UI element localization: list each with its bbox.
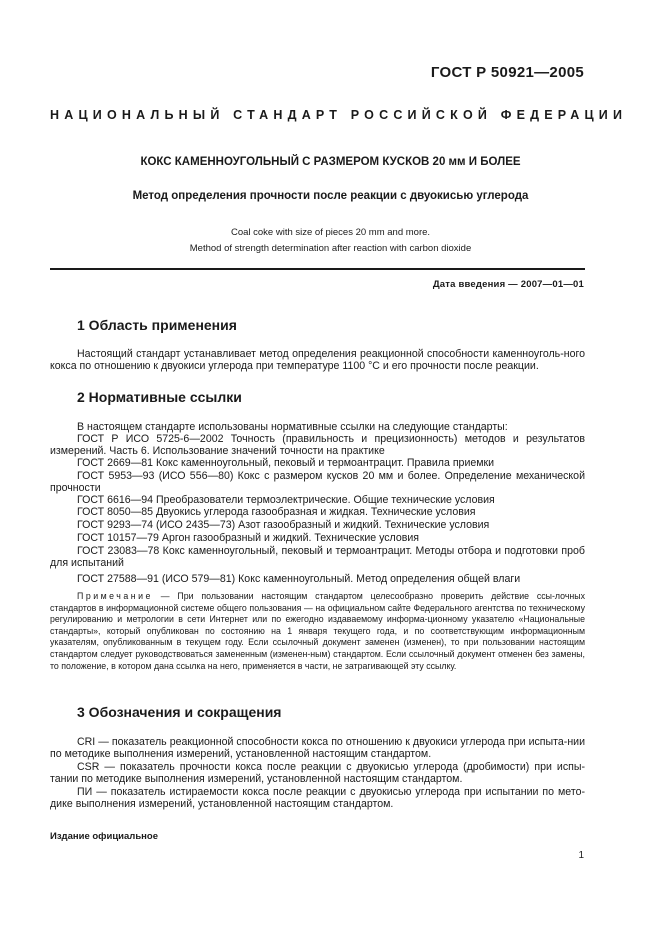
horizontal-rule: [50, 268, 585, 270]
section-1-heading: 1 Область применения: [77, 317, 237, 333]
introduction-date: Дата введения — 2007—01—01: [432, 279, 584, 290]
normative-reference: ГОСТ 23083—78 Кокс каменноугольный, пековый и термоантрацит. Методы отбора и подготовки проб для испытаний: [50, 545, 585, 569]
page-number: 1: [578, 850, 584, 861]
normative-reference: ГОСТ 27588—91 (ИСО 579—81) Кокс каменноугольный. Метод определения общей влаги: [77, 573, 521, 585]
standard-title: КОКС КАМЕННОУГОЛЬНЫЙ С РАЗМЕРОМ КУСКОВ 20 мм И БОЛЕЕ: [140, 156, 521, 168]
national-standard-banner: НАЦИОНАЛЬНЫЙ СТАНДАРТ РОССИЙСКОЙ ФЕДЕРАЦИИ: [50, 108, 628, 122]
section-3-heading: 3 Обозначения и сокращения: [77, 704, 282, 720]
normative-reference: ГОСТ 10157—79 Аргон газообразный и жидкий. Технические условия: [77, 532, 420, 544]
normative-reference: ГОСТ Р ИСО 5725-6—2002 Точность (правильность и прецизионность) методов и результатов измерений. Часть 6. Использование значений точности на практике: [50, 433, 585, 457]
note-text: — При пользовании настоящим стандартом целесообразно проверить действие ссы-лочных стандартов в информационной системе общего пользования — на официальном сайте Федерального агентства по техническому регулированию и метрологии в сети Интернет или по ежегодно издаваемому информа-ционному указателю «Национальные стандарты», который опубликован по состоянию на 1 января текущего года, и по соответствующим информационным указателям, опубликованным в текущем году. Если ссылочный документ заменен (изменен), то при пользовании настоящим стандартом следует руководствоваться замененным (изменен-ным) стандартом. Если ссылочный документ отменен без замены, то положение, в котором дана ссылка на него, применяется в части, не затрагивающей эту ссылку.: [50, 591, 585, 671]
english-title-line-2: Method of strength determination after reaction with carbon dioxide: [189, 243, 472, 254]
english-title-line-1: Coal coke with size of pieces 20 mm and more.: [230, 227, 431, 238]
normative-reference: ГОСТ 9293—74 (ИСО 2435—73) Азот газообразный и жидкий. Технические условия: [77, 519, 490, 531]
note-label: Примечание: [77, 591, 153, 601]
section-2-intro: В настоящем стандарте использованы нормативные ссылки на следующие стандарты:: [77, 421, 508, 433]
abbreviation-item: ПИ — показатель истираемости кокса после реакции с двуокисью углерода при испытании по мето-дике выполнения измерений, установленной настоящим стандартом.: [50, 786, 585, 810]
document-code: ГОСТ Р 50921—2005: [430, 64, 584, 81]
abbreviation-item: CRI — показатель реакционной способности кокса по отношению к двуокиси углерода при испыта-нии по методике выполнения измерений, установленной настоящим стандартом.: [50, 736, 585, 760]
normative-reference: ГОСТ 5953—93 (ИСО 556—80) Кокс с размером кусков 20 мм и более. Определение механической прочности: [50, 470, 585, 494]
abbreviation-item: CSR — показатель прочности кокса после реакции с двуокисью углерода (дробимости) при испы-тании по методике выполнения измерений, установленной настоящим стандартом.: [50, 761, 585, 785]
note-paragraph: [50, 591, 585, 672]
section-2-heading: 2 Нормативные ссылки: [77, 389, 242, 405]
normative-reference: ГОСТ 8050—85 Двуокись углерода газообразная и жидкая. Технические условия: [77, 506, 476, 518]
normative-reference: ГОСТ 6616—94 Преобразователи термоэлектрические. Общие технические условия: [77, 494, 495, 506]
edition-label: Издание официальное: [50, 831, 158, 842]
standard-subtitle: Метод определения прочности после реакции с двуокисью углерода: [132, 190, 529, 202]
section-1-paragraph: Настоящий стандарт устанавливает метод определения реакционной способности каменноуголь-ного кокса по отношению к двуокиси углерода при температуре 1100 °С и его прочности после реакции.: [50, 348, 585, 372]
normative-reference: ГОСТ 2669—81 Кокс каменноугольный, пековый и термоантрацит. Правила приемки: [77, 457, 495, 469]
